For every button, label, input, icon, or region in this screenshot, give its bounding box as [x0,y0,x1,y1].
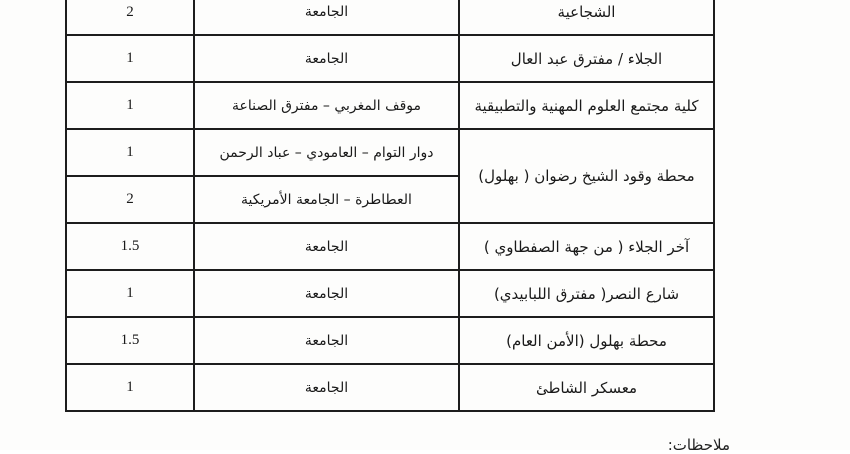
to-cell: العطاطرة – الجامعة الأمريكية [194,176,459,223]
to-cell: الجامعة [194,35,459,82]
routes-table [65,0,715,412]
to-cell: دوار التوام – العامودي – عباد الرحمن [194,129,459,176]
distance-cell: 2 [66,0,194,35]
distance-cell: 1.5 [66,223,194,270]
from-cell: كلية مجتمع العلوم المهنية والتطبيقية [459,82,714,129]
table-row [66,129,714,176]
table-row [66,35,714,82]
from-cell: معسكر الشاطئ [459,364,714,411]
table-row [66,223,714,270]
distance-cell: 1.5 [66,317,194,364]
distance-cell: 1 [66,270,194,317]
to-cell: الجامعة [194,364,459,411]
from-cell: الجلاء / مفترق عبد العال [459,35,714,82]
table-row [66,317,714,364]
table-row [66,364,714,411]
to-cell: موقف المغربي – مفترق الصناعة [194,82,459,129]
distance-cell: 1 [66,82,194,129]
distance-cell: 1 [66,364,194,411]
to-cell: الجامعة [194,0,459,35]
footer-heading: ملاحظات: [667,436,730,454]
table-row [66,82,714,129]
to-cell: الجامعة [194,317,459,364]
to-cell: الجامعة [194,270,459,317]
distance-cell: 1 [66,35,194,82]
to-cell: الجامعة [194,223,459,270]
from-cell: محطة بهلول (الأمن العام) [459,317,714,364]
from-cell: آخر الجلاء ( من جهة الصفطاوي ) [459,223,714,270]
table-row [66,0,714,35]
from-cell: محطة وقود الشيخ رضوان ( بهلول) [459,129,714,223]
from-cell: الشجاعية [459,0,714,35]
distance-cell: 2 [66,176,194,223]
from-cell: شارع النصر( مفترق اللبابيدي) [459,270,714,317]
distance-cell: 1 [66,129,194,176]
table-row [66,270,714,317]
